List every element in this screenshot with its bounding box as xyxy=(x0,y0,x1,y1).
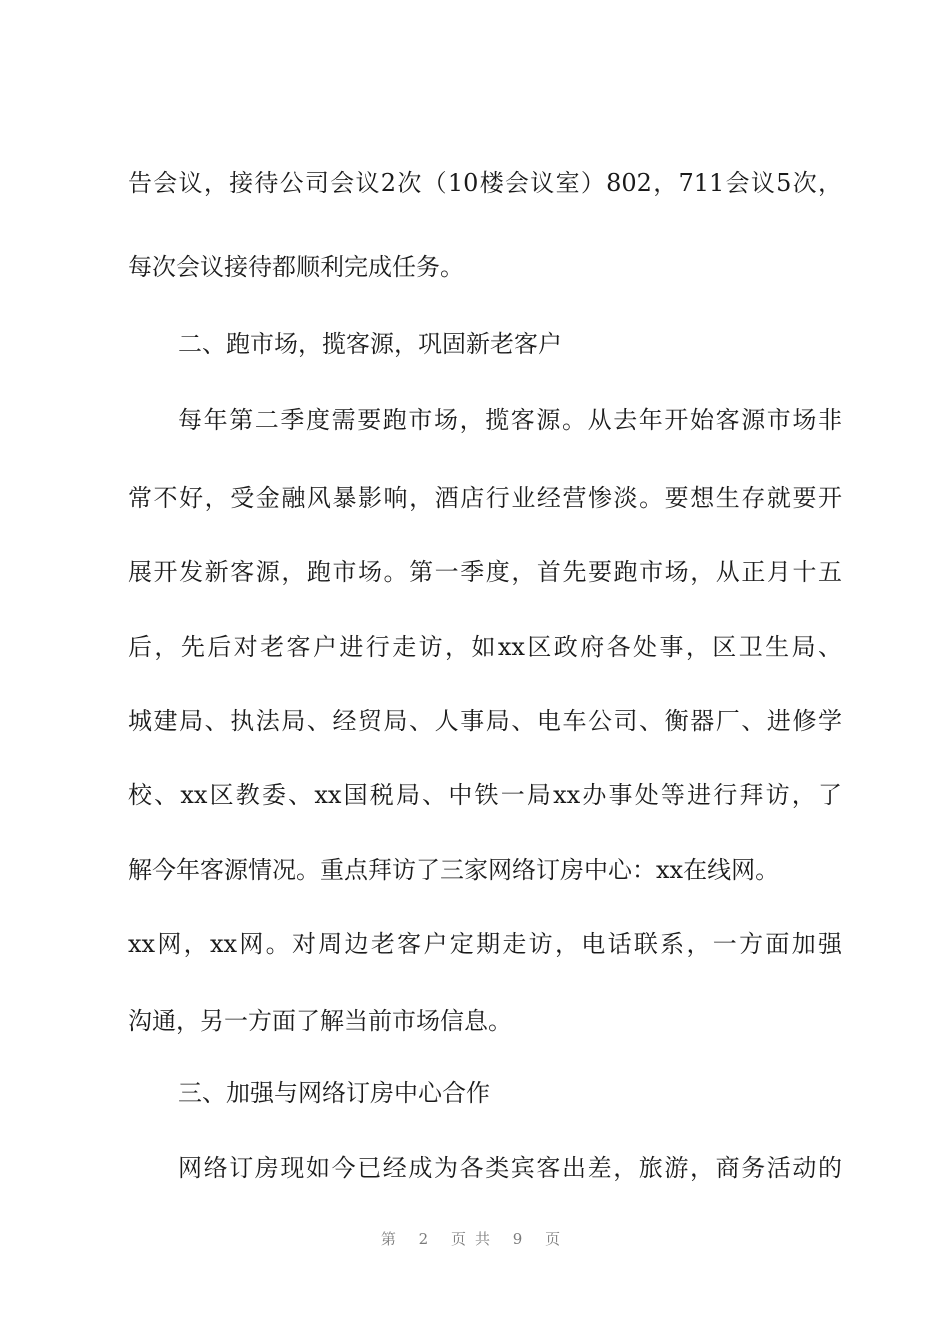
section-heading: 二、跑市场，揽客源，巩固新老客户 xyxy=(178,330,562,358)
paragraph-line: 校、xx区教委、xx国税局、中铁一局xx办事处等进行拜访，了 xyxy=(128,781,842,809)
paragraph-line: 每年第二季度需要跑市场，揽客源。从去年开始客源市场非 xyxy=(178,406,842,434)
paragraph-line: 城建局、执法局、经贸局、人事局、电车公司、衡器厂、进修学 xyxy=(128,707,842,735)
paragraph-line: 网络订房现如今已经成为各类宾客出差，旅游，商务活动的 xyxy=(178,1154,842,1182)
paragraph-line: 后，先后对老客户进行走访，如xx区政府各处事，区卫生局、 xyxy=(128,633,842,661)
paragraph-line: 沟通，另一方面了解当前市场信息。 xyxy=(128,1007,512,1035)
section-heading: 三、加强与网络订房中心合作 xyxy=(178,1079,490,1107)
paragraph-line: 每次会议接待都顺利完成任务。 xyxy=(128,253,464,281)
paragraph-line: 告会议，接待公司会议2次（10楼会议室）802，711会议5次， xyxy=(128,169,842,197)
paragraph-line: 常不好，受金融风暴影响，酒店行业经营惨淡。要想生存就要开 xyxy=(128,484,842,512)
paragraph-line: 展开发新客源，跑市场。第一季度，首先要跑市场，从正月十五 xyxy=(128,558,842,586)
paragraph-line: xx网，xx网。对周边老客户定期走访，电话联系，一方面加强 xyxy=(128,930,842,958)
paragraph-line: 解今年客源情况。重点拜访了三家网络订房中心：xx在线网。 xyxy=(128,856,780,884)
page-number: 第 2 页共 9 页 xyxy=(380,1230,570,1248)
